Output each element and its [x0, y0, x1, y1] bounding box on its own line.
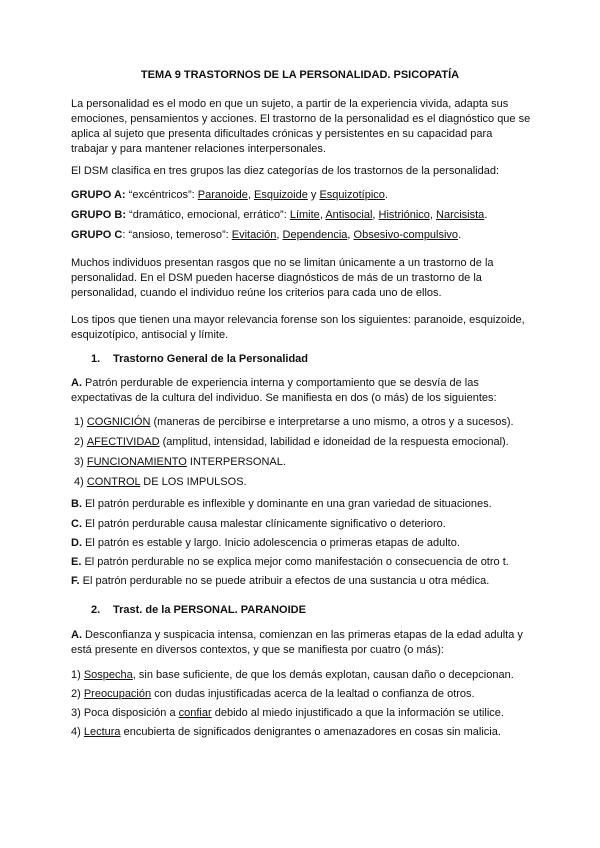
criterion-label: D.: [71, 537, 82, 549]
dsm-paragraph: El DSM clasifica en tres grupos las diez categorías de los trastornos de la personalidad:: [71, 165, 499, 177]
group-item: Límite: [289, 209, 320, 221]
group-desc: “dramático, emocional, errático”:: [126, 209, 290, 221]
group-label: GRUPO C: [71, 229, 123, 241]
criterion-line: [71, 517, 531, 532]
group-item: Esquizoide: [254, 189, 308, 201]
section-number: 1.: [91, 353, 101, 365]
criterion-label: B.: [71, 498, 82, 510]
list-text: Poca disposición a: [80, 707, 179, 719]
group-label: GRUPO A:: [71, 189, 126, 201]
section-2-heading: [91, 603, 306, 618]
criterion-label: A.: [71, 377, 82, 389]
group-desc: “excéntricos”:: [125, 189, 198, 201]
group-item: Antisocial: [325, 209, 373, 221]
criterion-text: El patrón perdurable no se explica mejor como manifestación o consecuencia de otro t.: [81, 556, 509, 568]
list-item: [74, 455, 534, 470]
section-title: Trastorno General de la Personalidad: [113, 353, 309, 365]
list-key: AFECTIVIDAD: [86, 436, 160, 448]
separator: ,: [372, 209, 379, 221]
list-item: [74, 435, 534, 450]
list-number: 4): [71, 726, 81, 738]
intro-paragraph: La personalidad es el modo en que un sujeto, a partir de la experiencia vivida, adapta sus emociones, pensamientos y acciones. El trastorno de la personalidad es el diagnóstico que se aplica al sujeto que presenta dificultades crónicas y persistentes en su capacidad para trabajar y para mantener relaciones interpersonales.: [71, 98, 531, 155]
criterion-a-paragraph: [71, 628, 531, 658]
list-item: [71, 706, 531, 721]
criterion-label: A.: [71, 629, 82, 641]
group-item: Dependencia: [282, 229, 348, 241]
list-text: encubierta de significados denigrantes o amenazadores en cosas sin malicia.: [120, 726, 501, 738]
separator: ,: [429, 209, 437, 221]
group-item: Obsesivo-compulsivo: [353, 229, 459, 241]
criterion-text: Patrón perdurable de experiencia interna y comportamiento que se desvía de las expectativas de la cultura del individuo. Se manifiesta en dos (o más) de los siguientes:: [71, 377, 497, 404]
separator: ,: [247, 189, 255, 201]
criterion-text: El patrón perdurable es inflexible y dominante en una gran variedad de situaciones.: [82, 498, 492, 510]
criterion-text: El patrón perdurable no se puede atribuir a efectos de una sustancia u otra médica.: [79, 575, 490, 587]
list-text: (maneras de percibirse e interpretarse a uno mismo, a otros y a sucesos).: [150, 416, 514, 428]
list-number: 2): [74, 436, 84, 448]
list-number: 1): [71, 669, 81, 681]
list-text: con dudas injustificadas acerca de la lealtad o confianza de otros.: [151, 688, 475, 700]
list-key: Preocupación: [83, 688, 152, 700]
separator: .: [458, 229, 462, 241]
criterion-line: [71, 555, 531, 570]
criterion-text: El patrón es estable y largo. Inicio adolescencia o primeras etapas de adulto.: [82, 537, 460, 549]
separator: .: [384, 189, 388, 201]
separator: y: [307, 189, 320, 201]
separator: .: [484, 209, 488, 221]
list-key: COGNICIÓN: [86, 416, 151, 428]
list-item: [74, 475, 534, 490]
group-item: Evitación: [231, 229, 277, 241]
criterion-line: [71, 497, 531, 512]
criterion-label: E.: [71, 556, 82, 568]
list-item: [71, 668, 531, 683]
list-item: [71, 725, 531, 740]
section-1-heading: [91, 352, 308, 367]
list-item: [74, 415, 534, 430]
group-desc: : “ansioso, temeroso”:: [122, 229, 232, 241]
group-b-line: [71, 208, 531, 223]
criterion-text: Desconfianza y suspicacia intensa, comienzan en las primeras etapas de la edad adulta y está presente en diversos contextos, y que se manifiesta por cuatro (o más):: [71, 629, 523, 656]
criterion-label: C.: [71, 518, 82, 530]
list-key: confiar: [178, 707, 212, 719]
section-number: 2.: [91, 604, 101, 616]
list-key: CONTROL: [86, 476, 141, 488]
criterion-line: [71, 536, 531, 551]
criterion-line: [71, 574, 531, 589]
separator: ,: [319, 209, 326, 221]
forensic-types-paragraph: Los tipos que tienen una mayor relevancia forense son los siguientes: paranoide, esquizoide, esquizotípico, antisocial y límite.: [71, 314, 525, 341]
criterion-a-paragraph: [71, 376, 531, 406]
group-c-line: [71, 228, 531, 243]
multiple-disorders-paragraph: Muchos individuos presentan rasgos que no se limitan únicamente a un trastorno de la personalidad. En el DSM pueden hacerse diagnósticos de más de un trastorno de la personalidad, cuando el individuo reúne los criterios para cada uno de ellos.: [71, 257, 494, 299]
section-title: Trast. de la PERSONAL. PARANOIDE: [113, 604, 306, 616]
separator: ,: [276, 229, 283, 241]
list-text: debido al miedo injustificado a que la información se utilice.: [211, 707, 504, 719]
document-title: TEMA 9 TRASTORNOS DE LA PERSONALIDAD. PSICOPATÍA: [140, 69, 460, 81]
list-number: 4): [74, 476, 84, 488]
list-text: INTERPERSONAL.: [186, 456, 286, 468]
list-number: 3): [74, 456, 84, 468]
group-item: Paranoide: [197, 189, 248, 201]
criterion-label: F.: [71, 575, 80, 587]
group-item: Histriónico: [378, 209, 430, 221]
criterion-text: El patrón perdurable causa malestar clínicamente significativo o deterioro.: [82, 518, 446, 530]
separator: ,: [347, 229, 354, 241]
list-key: Lectura: [83, 726, 121, 738]
group-label: GRUPO B:: [71, 209, 126, 221]
group-item: Narcisista: [436, 209, 485, 221]
list-key: Sospecha: [83, 669, 133, 681]
list-number: 2): [71, 688, 81, 700]
list-key: FUNCIONAMIENTO: [86, 456, 187, 468]
list-text: , sin base suficiente, de que los demás explotan, causan daño o decepcionan.: [132, 669, 514, 681]
list-number: 3): [71, 707, 81, 719]
list-number: 1): [74, 416, 84, 428]
list-text: DE LOS IMPULSOS.: [140, 476, 247, 488]
group-a-line: [71, 188, 531, 203]
list-item: [71, 687, 531, 702]
group-item: Esquizotípico: [319, 189, 385, 201]
list-text: (amplitud, intensidad, labilidad e idoneidad de la respuesta emocional).: [159, 436, 509, 448]
